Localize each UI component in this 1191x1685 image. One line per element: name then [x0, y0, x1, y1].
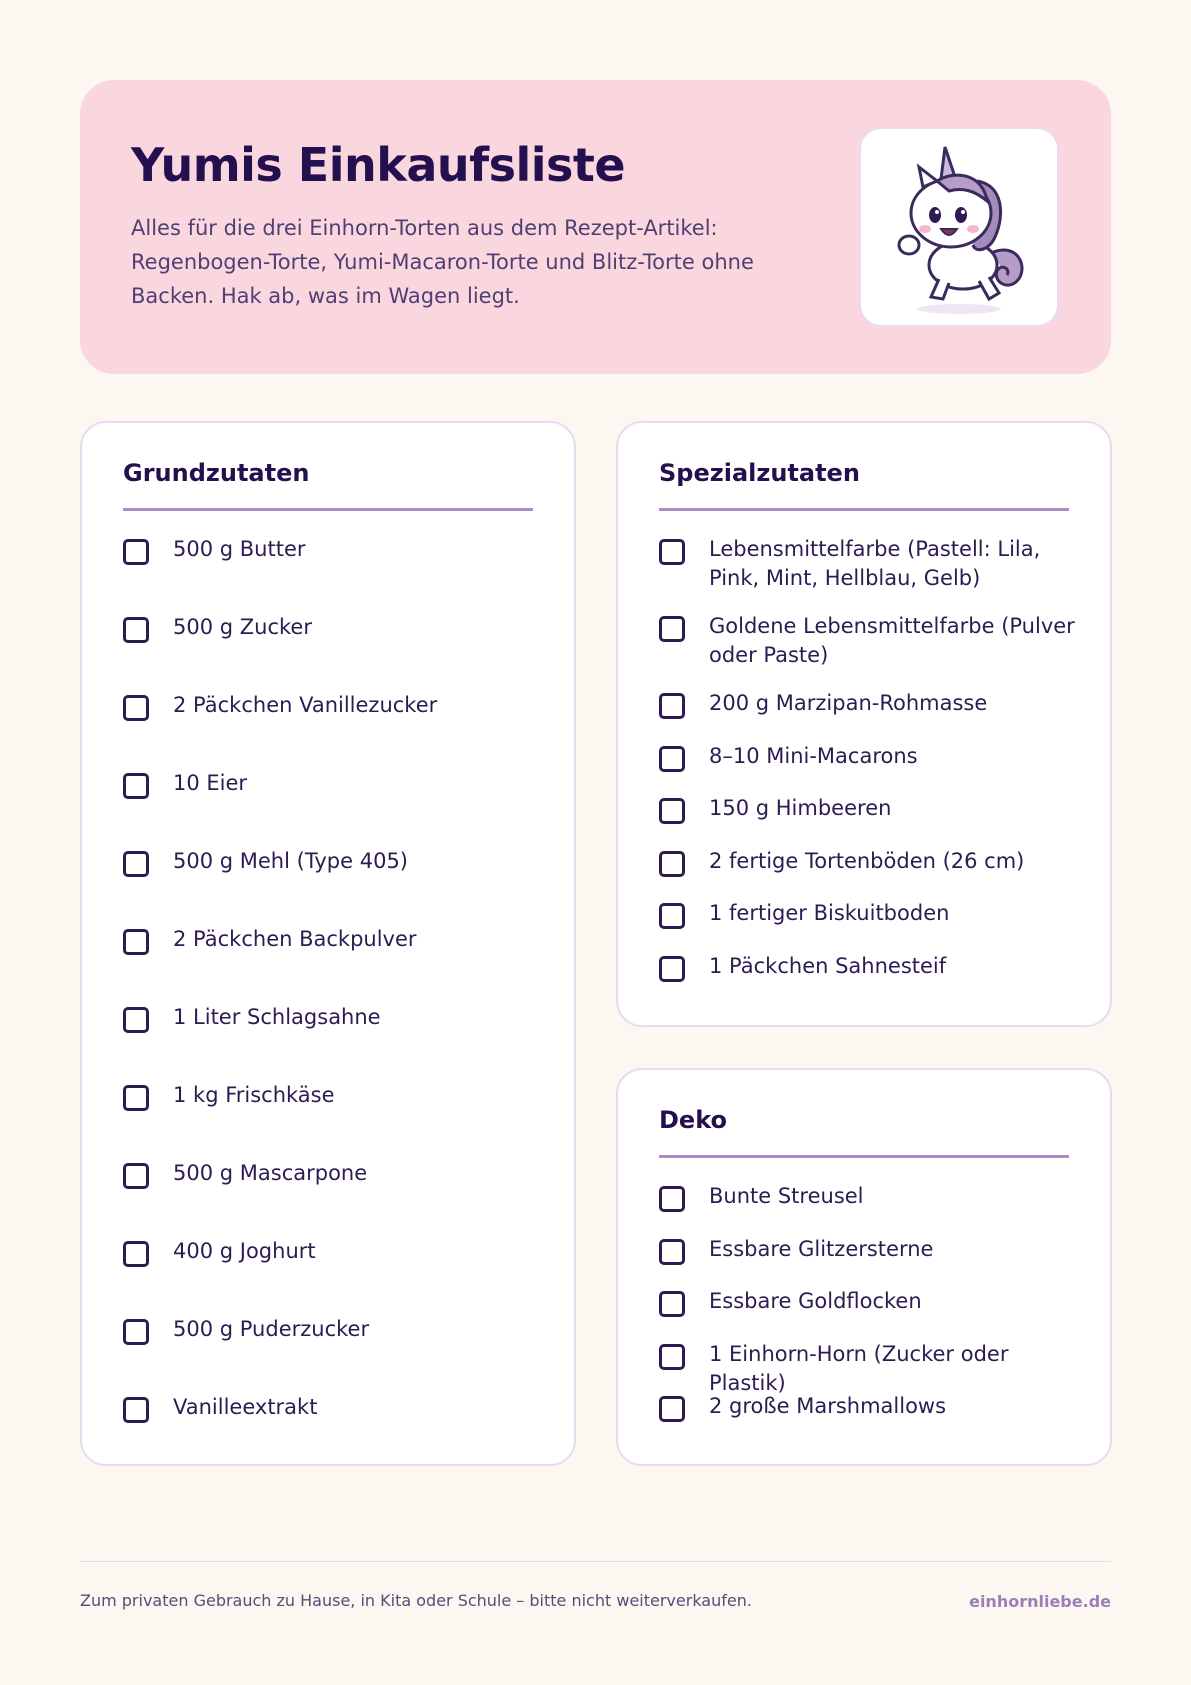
divider [659, 1155, 1069, 1158]
checkbox[interactable] [659, 903, 685, 929]
list-item [659, 794, 1079, 847]
checkbox[interactable] [659, 1186, 685, 1212]
checkbox[interactable] [123, 539, 149, 565]
spezialzutaten-title: Spezialzutaten [659, 459, 860, 487]
item-label: 2 Päckchen Vanillezucker [173, 693, 438, 717]
item-label: 500 g Butter [173, 537, 306, 561]
grundzutaten-title: Grundzutaten [123, 459, 310, 487]
checkbox[interactable] [659, 693, 685, 719]
checkbox[interactable] [123, 1163, 149, 1189]
list-item [123, 847, 543, 925]
deko-title: Deko [659, 1106, 728, 1134]
checkbox[interactable] [659, 539, 685, 565]
spezialzutaten-card [616, 421, 1112, 1027]
checkbox[interactable] [123, 773, 149, 799]
item-label: 1 Päckchen Sahnesteif [709, 953, 947, 978]
item-label: 2 Päckchen Backpulver [173, 927, 417, 951]
checkbox[interactable] [659, 798, 685, 824]
divider [123, 508, 533, 511]
checkbox[interactable] [123, 617, 149, 643]
page-subtitle: Alles für die drei Einhorn-Torten aus dem Rezept-Artikel: Regenbogen-Torte, Yumi-Macaron-Torte und Blitz-Torte ohne Backen. Hak ab, was im Wagen liegt. [131, 216, 754, 308]
list-item [659, 1182, 1079, 1235]
footer-note: Zum privaten Gebrauch zu Hause, in Kita oder Schule – bitte nicht weiterverkaufen. [80, 1591, 752, 1610]
checkbox[interactable] [659, 956, 685, 982]
list-item [123, 535, 543, 613]
list-item [659, 742, 1079, 795]
checkbox[interactable] [659, 616, 685, 642]
item-label: Lebensmittelfarbe (Pastell: Lila, Pink, Mint, Hellblau, Gelb) [709, 537, 1041, 590]
logo-box [859, 127, 1059, 327]
item-label: Bunte Streusel [709, 1184, 864, 1208]
item-label: Vanilleextrakt [173, 1395, 318, 1419]
list-item [659, 535, 1079, 612]
item-label: Goldene Lebensmittelfarbe (Pulver oder Paste) [709, 614, 1075, 667]
checkbox[interactable] [123, 1319, 149, 1345]
grundzutaten-list [123, 535, 543, 1471]
item-label: 400 g Joghurt [173, 1239, 316, 1263]
list-item [659, 1287, 1079, 1340]
item-label: 1 fertiger Biskuitboden [709, 901, 950, 925]
item-label: Essbare Glitzersterne [709, 1236, 934, 1261]
list-item [659, 612, 1079, 689]
item-label: 500 g Zucker [173, 615, 312, 639]
header-banner [80, 80, 1111, 374]
checkbox[interactable] [659, 1239, 685, 1265]
list-item [123, 613, 543, 691]
item-label: 150 g Himbeeren [709, 796, 892, 820]
item-label: 500 g Mehl (Type 405) [173, 849, 408, 873]
checkbox[interactable] [123, 1241, 149, 1267]
item-label: Essbare Goldflocken [709, 1289, 922, 1313]
unicorn-icon [879, 141, 1039, 317]
checkbox[interactable] [659, 851, 685, 877]
deko-card [616, 1068, 1112, 1466]
list-item [123, 769, 543, 847]
list-item [659, 899, 1079, 952]
list-item [123, 1393, 543, 1471]
item-label: 2 große Marshmallows [709, 1394, 947, 1418]
list-item [123, 925, 543, 1003]
list-item [659, 1392, 1079, 1445]
checkbox[interactable] [659, 1291, 685, 1317]
checkbox[interactable] [123, 1085, 149, 1111]
checkbox[interactable] [123, 695, 149, 721]
page-title: Yumis Einkaufsliste [131, 138, 626, 192]
item-label: 1 kg Frischkäse [173, 1083, 335, 1107]
item-label: 1 Liter Schlagsahne [173, 1005, 381, 1029]
list-item [123, 1237, 543, 1315]
footer-divider [80, 1561, 1111, 1562]
item-label: 8–10 Mini-Macarons [709, 743, 918, 768]
deko-list [659, 1182, 1079, 1445]
spezialzutaten-list [659, 535, 1079, 1004]
list-item [123, 1315, 543, 1393]
list-item [123, 1081, 543, 1159]
list-item [659, 689, 1079, 742]
item-label: 500 g Puderzucker [173, 1317, 370, 1341]
list-item [659, 1340, 1079, 1393]
list-item [659, 847, 1079, 900]
checkbox[interactable] [659, 1344, 685, 1370]
item-label: 10 Eier [173, 771, 248, 795]
checkbox[interactable] [123, 851, 149, 877]
list-item [659, 1235, 1079, 1288]
item-label: 2 fertige Tortenböden (26 cm) [709, 848, 1025, 873]
footer-site-link[interactable]: einhornliebe.de [969, 1592, 1111, 1611]
list-item [123, 1159, 543, 1237]
checkbox[interactable] [123, 1397, 149, 1423]
checkbox[interactable] [123, 929, 149, 955]
list-item [123, 691, 543, 769]
divider [659, 508, 1069, 511]
checkbox[interactable] [659, 1396, 685, 1422]
item-label: 1 Einhorn-Horn (Zucker oder Plastik) [709, 1341, 1009, 1395]
list-item [659, 952, 1079, 1005]
item-label: 200 g Marzipan-Rohmasse [709, 691, 988, 715]
grundzutaten-card [80, 421, 576, 1466]
checkbox[interactable] [123, 1007, 149, 1033]
item-label: 500 g Mascarpone [173, 1161, 368, 1185]
checkbox[interactable] [659, 746, 685, 772]
list-item [123, 1003, 543, 1081]
